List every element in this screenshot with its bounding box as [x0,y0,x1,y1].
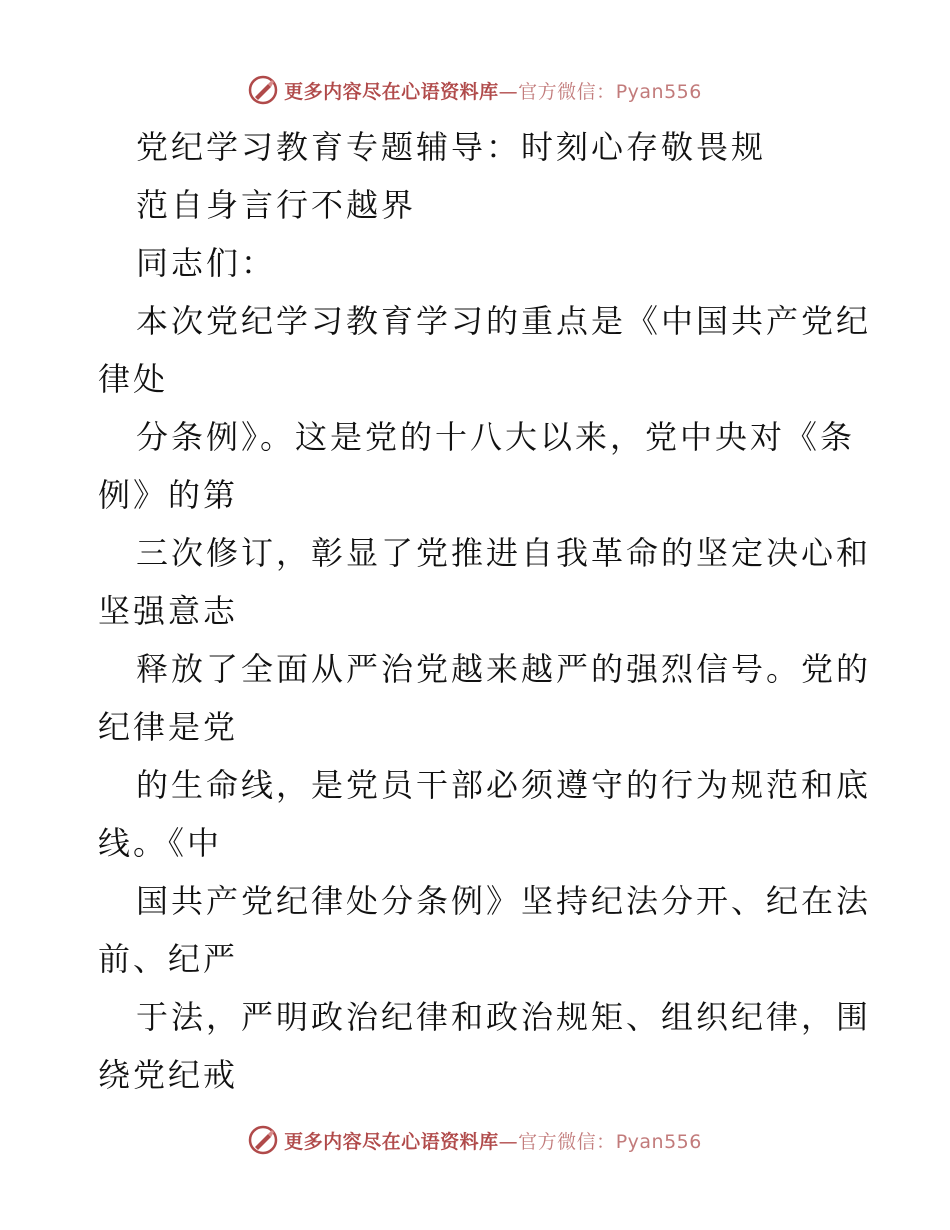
header-banner [0,72,950,108]
paragraph-line: 三次修订，彰显了党推进自我革命的坚定决心和 [136,534,872,572]
banner-wechat-id: Pyan556 [615,80,702,103]
banner-separator: — [498,80,519,103]
paragraph-line: 律处 [98,360,169,398]
paragraph-line: 国共产党纪律处分条例》坚持纪法分开、纪在法 [136,882,872,920]
pen-logo-icon [248,75,278,105]
footer-banner [0,1122,950,1158]
paragraph-line: 绕党纪戒 [98,1056,239,1094]
paragraph-line: 前、纪严 [98,940,239,978]
paragraph-line: 的生命线，是党员干部必须遵守的行为规范和底 [136,766,872,804]
paragraph-line: 分条例》。这是党的十八大以来，党中央对《条 [136,418,856,456]
document-body [98,118,872,1104]
banner-wechat-label: 官方微信： [518,1130,616,1153]
paragraph-line: 党纪学习教育专题辅导：时刻心存敬畏规 [136,128,767,166]
banner-text [284,1127,702,1154]
banner-separator: — [498,1130,519,1153]
paragraph-line: 范自身言行不越界 [136,186,417,224]
banner-wechat-id: Pyan556 [615,1130,702,1153]
paragraph-line: 于法，严明政治纪律和政治规矩、组织纪律，围 [136,998,872,1036]
paragraph-line: 纪律是党 [98,708,239,746]
paragraph-line: 释放了全面从严治党越来越严的强烈信号。党的 [136,650,872,688]
banner-main-text: 更多内容尽在心语资料库 [284,80,499,103]
banner-wechat-label: 官方微信： [518,80,616,103]
paragraph-line: 坚强意志 [98,592,239,630]
paragraph-line: 本次党纪学习教育学习的重点是《中国共产党纪 [136,302,872,340]
paragraph-line: 例》的第 [98,476,239,514]
banner-main-text: 更多内容尽在心语资料库 [284,1130,499,1153]
paragraph-line: 同志们： [136,244,277,282]
pen-logo-icon [248,1125,278,1155]
banner-text [284,77,702,104]
paragraph-line: 线。《中 [98,824,223,862]
